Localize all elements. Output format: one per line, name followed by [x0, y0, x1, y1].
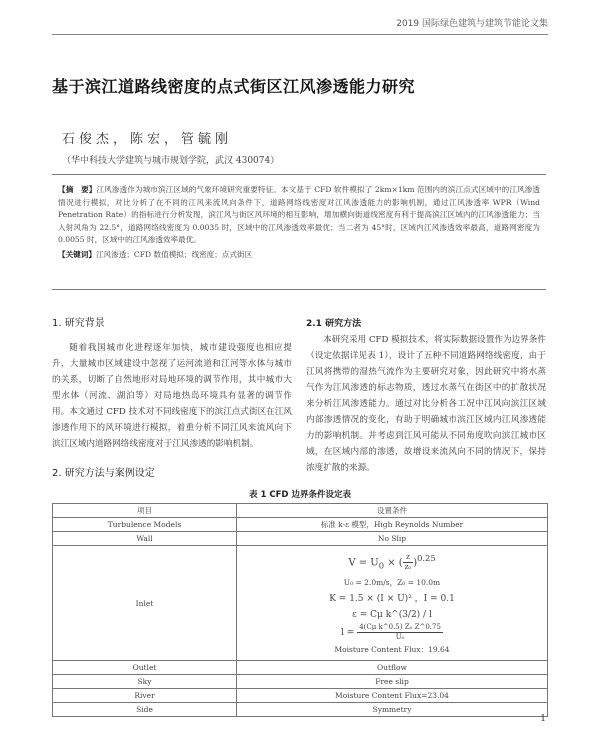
table-cell-value: Symmetry: [237, 703, 548, 717]
inlet-moisture: Moisture Content Flux：19.64: [334, 645, 450, 655]
keywords-text: 江风渗透；CFD 数值模拟；线密度；点式街区: [95, 249, 253, 259]
abstract-paragraph: [58, 184, 540, 247]
abstract-box: [52, 174, 546, 290]
eq-u-sub: 0: [378, 560, 385, 571]
section-1-text: 随着我国城市化进程逐年加快，城市建设强度也相应提升，大量城市区域建设中忽视了运河流道和江河等水体与城市的关系，切断了自然地形对局地环境的调节作用，其中城市大型水体（河流、湖泊等）对局地热岛环境具有显著的调节作用。本文通过 CFD 技术对不同线密度下的滨江点式街区在江风渗透作用下的风环境进行模拟，着重分析不同江风来流风向下滨江区域内道路网络线密度对于江风渗透的影响机制。: [52, 343, 292, 449]
table-cell-item: Wall: [53, 532, 237, 546]
length-scale-equation: [237, 623, 547, 642]
table-cell-value: 标准 k-ε 模型，High Reynolds Number: [237, 518, 548, 532]
table-cell-value: Outflow: [237, 661, 548, 675]
table-cell-item: Outlet: [53, 661, 237, 675]
table-header-row: [53, 504, 548, 518]
paper-affiliation: （华中科技大学建筑与城市规划学院，武汉 430074）: [62, 156, 280, 166]
right-column: [306, 316, 546, 476]
section-1-heading: 1. 研究背景: [52, 318, 105, 329]
table-cell-item: River: [53, 689, 237, 703]
turbulent-energy-equation: K = 1.5 × (I × U)² ，I = 0.1: [329, 594, 455, 605]
table-cell-item: Inlet: [53, 546, 237, 661]
keywords-label: 【关键词】: [58, 249, 96, 259]
eq-l-den: U₀: [395, 633, 405, 642]
eq-u-exp: 0.25: [417, 553, 436, 563]
table-cell-value: No Slip: [237, 532, 548, 546]
inlet-conditions: U₀ = 2.0m/s，Z₀ = 10.0m: [343, 578, 441, 588]
keywords-paragraph: [58, 249, 540, 262]
table-caption: 表 1 CFD 边界条件设定表: [249, 490, 351, 500]
abstract-text: 江风渗透作为城市滨江区域的气象环境研究重要特征。本文基于 CFD 软件模拟了 2km×1km 范围内的滨江点式区域中的江风渗透情况进行模拟，对比分析了在不同的江风来流风向条件下，道路网络线密度对江风渗透能力的影响机制，通过江风渗透率 WPR（Wind Penetration Rate）的指标进行分析发现，滨江风与街区风环境的相互影响，增加横向街道线密度有利于提高滨江区域内的江风渗透能力；当入射风角为 22.5°，道路网络线密度为 0.0035 时，区域中的江风渗透效率最优；当二者为 45°时，区域内江风渗透效率最高，道路网密度为 0.0055 时，区域中的江风渗透效率最优。: [58, 185, 540, 244]
table-cell-value: Free slip: [237, 675, 548, 689]
left-column: [52, 316, 292, 490]
eq-l-fraction: [357, 623, 443, 642]
section-2-heading: 2. 研究方法与案例设定: [52, 468, 155, 479]
section-2-1-heading: 2.1 研究方法: [306, 319, 362, 329]
velocity-profile-equation: $V = U_0$ × ( $\frac{z}{\text{z₀}}$ )$^{0.25}$: [348, 553, 436, 572]
table-cell-item: Turbulence Models: [53, 518, 237, 532]
paper-title: 基于滨江道路线密度的点式街区江风渗透能力研究: [52, 77, 416, 96]
table-header-setting: 设置条件: [237, 504, 548, 518]
header-rule: [52, 34, 548, 35]
eq-u-num: z: [403, 553, 414, 563]
table-row-inlet: [53, 546, 548, 661]
dissipation-equation: ε = Cμ k^(3/2) / l: [352, 610, 432, 621]
table-row: [53, 532, 548, 546]
eq-u-fraction: [403, 553, 414, 572]
page-number: 1: [540, 714, 546, 724]
table-header-item: 项目: [53, 504, 237, 518]
table-row: [53, 661, 548, 675]
eq-l-num: 4(Cμ k^0.5) Z₀ Z^0.75: [359, 623, 441, 632]
table-row: [53, 518, 548, 532]
cfd-boundary-table: [52, 503, 548, 717]
eq-u-lead: V = U: [348, 557, 379, 569]
table-cell-value: Moisture Content Flux=23.04: [237, 689, 548, 703]
table-cell-item: Sky: [53, 675, 237, 689]
eq-u-den: z₀: [404, 563, 412, 572]
abstract-label: 【摘 要】: [58, 185, 97, 194]
paper-authors: 石俊杰，陈宏，管毓刚: [62, 132, 233, 147]
inlet-equations: [237, 546, 548, 661]
section-2-1-text: 本研究采用 CFD 模拟技术，将实际数据设置作为边界条件（设定依据详见表 1），设计了五种不同道路网络线密度，由于江风将携带的湿热气流作为主要研究对象，因此研究中将水蒸气作为江风渗透的标志物质，透过水蒸气在街区中的扩散状况来分析江风渗透能力。通过对比分析各工况中江风向滨江区域内部渗透情况的变化，有助于明确城市滨江区域内江风渗透能力的影响机制。并考虑到江风可能从不同角度吹向滨江城市区域，在区域内部的渗透，故增设来流风向不同的情况下，保持浓度扩散的来源。: [306, 335, 546, 473]
running-header: 2019 国际绿色建筑与建筑节能论文集: [396, 19, 548, 29]
eq-l-lead: l =: [341, 628, 355, 639]
table-row: [53, 703, 548, 717]
table-row: [53, 689, 548, 703]
table-cell-item: Side: [53, 703, 237, 717]
table-row: [53, 675, 548, 689]
